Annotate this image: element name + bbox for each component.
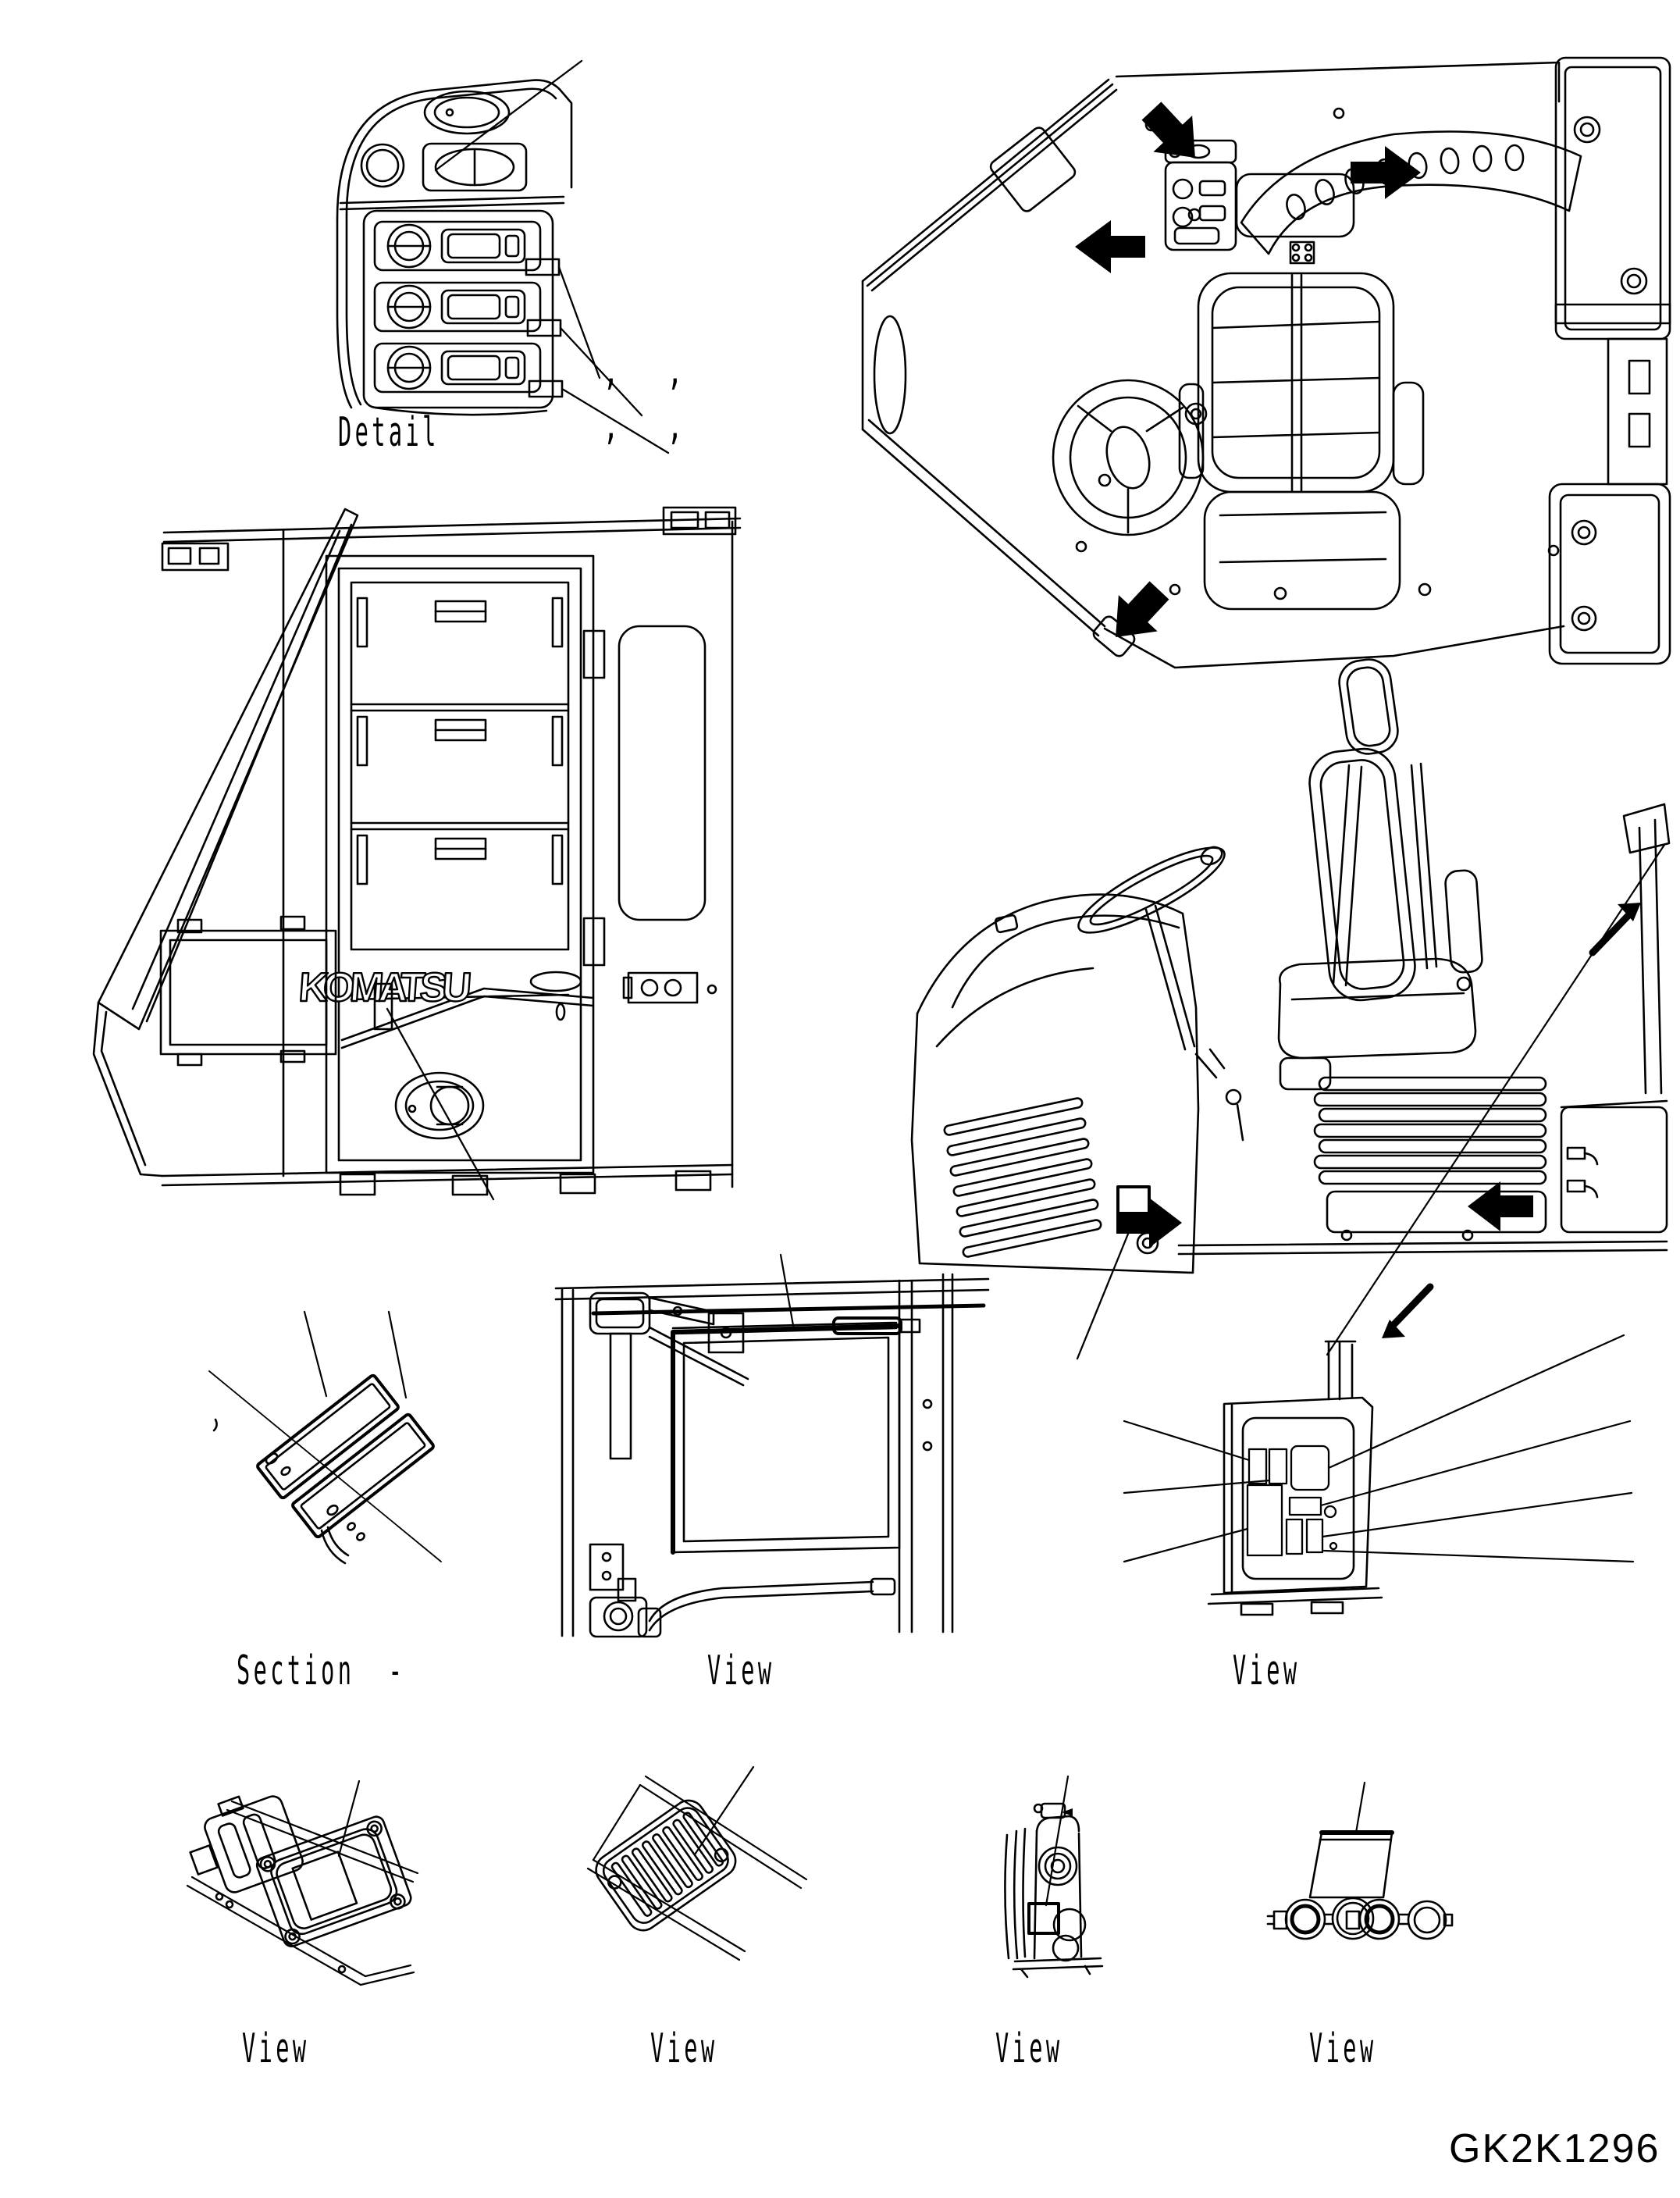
air-vents-view-drawing — [1265, 1757, 1522, 1960]
decal-plate — [1310, 1833, 1392, 1897]
storage-door — [326, 556, 604, 1199]
steering-column-side — [1070, 834, 1243, 1140]
redacted-callout: , — [603, 348, 620, 394]
arrow-icon — [1468, 1181, 1533, 1231]
horn-post-view-drawing — [991, 1757, 1163, 1983]
view-louver-caption: View — [650, 2025, 718, 2072]
view-rear-corner-caption: View — [1233, 1648, 1301, 1694]
horn — [1039, 1847, 1077, 1885]
small-arrowhead-icon — [1062, 1808, 1073, 1816]
leader-lines — [1124, 1335, 1633, 1562]
cover-plate — [254, 1815, 413, 1950]
redacted-callout: , — [603, 403, 620, 448]
rear-console-side — [1561, 804, 1669, 1232]
louver-panel-view-drawing — [578, 1757, 874, 2015]
cab-front-view-drawing — [47, 484, 796, 1218]
right-panels — [1550, 58, 1670, 664]
rocker-switch-module — [375, 344, 540, 392]
door-hinge-upper — [590, 1293, 748, 1459]
cab-side-panel — [619, 626, 716, 1003]
corner-panel-body — [1208, 1398, 1382, 1615]
console-left — [1166, 141, 1236, 250]
seat-side-view — [1279, 657, 1482, 1089]
drawing-code: GK2K1296 — [1449, 2126, 1660, 2171]
windshield-panel — [94, 509, 358, 1176]
rocker-switch-module — [375, 222, 540, 270]
arrow-icon — [1075, 220, 1145, 273]
cab-left-structure — [863, 80, 1137, 658]
steering-wheel-top — [1053, 380, 1206, 535]
window-frame — [673, 1326, 899, 1552]
door-lock — [396, 1073, 483, 1138]
redacted-callout: , — [667, 403, 684, 448]
komatsu-logo: KOMATSU — [297, 965, 474, 1010]
floor-plate-view-drawing — [180, 1757, 507, 2022]
section-caption: Section - — [237, 1648, 406, 1694]
view-door-caption: View — [707, 1648, 775, 1694]
gauge-cluster — [1241, 132, 1581, 255]
section-cut-marks — [1327, 845, 1664, 1355]
rear-corner-view-drawing — [1124, 1327, 1647, 1655]
redacted-callout: , — [667, 348, 684, 394]
view-floor-plate-caption: View — [242, 2025, 310, 2072]
rocker-switch-module — [375, 283, 540, 331]
door-view-drawing — [546, 1226, 991, 1640]
door-handle — [531, 972, 581, 991]
view-vents-caption: View — [1309, 2025, 1377, 2072]
detail-caption: Detail — [338, 409, 440, 456]
view-horn-caption: View — [995, 2025, 1063, 2072]
detail-switch-panel-drawing — [289, 55, 695, 461]
seat-top-view — [1180, 242, 1423, 609]
vent-knobs — [1268, 1898, 1452, 1939]
section-view-drawing — [141, 1296, 515, 1671]
decal-labels — [1248, 1446, 1337, 1555]
louver-insert — [198, 1783, 305, 1895]
cab-plan-view-drawing — [847, 47, 1675, 718]
grab-rail — [650, 1579, 895, 1630]
